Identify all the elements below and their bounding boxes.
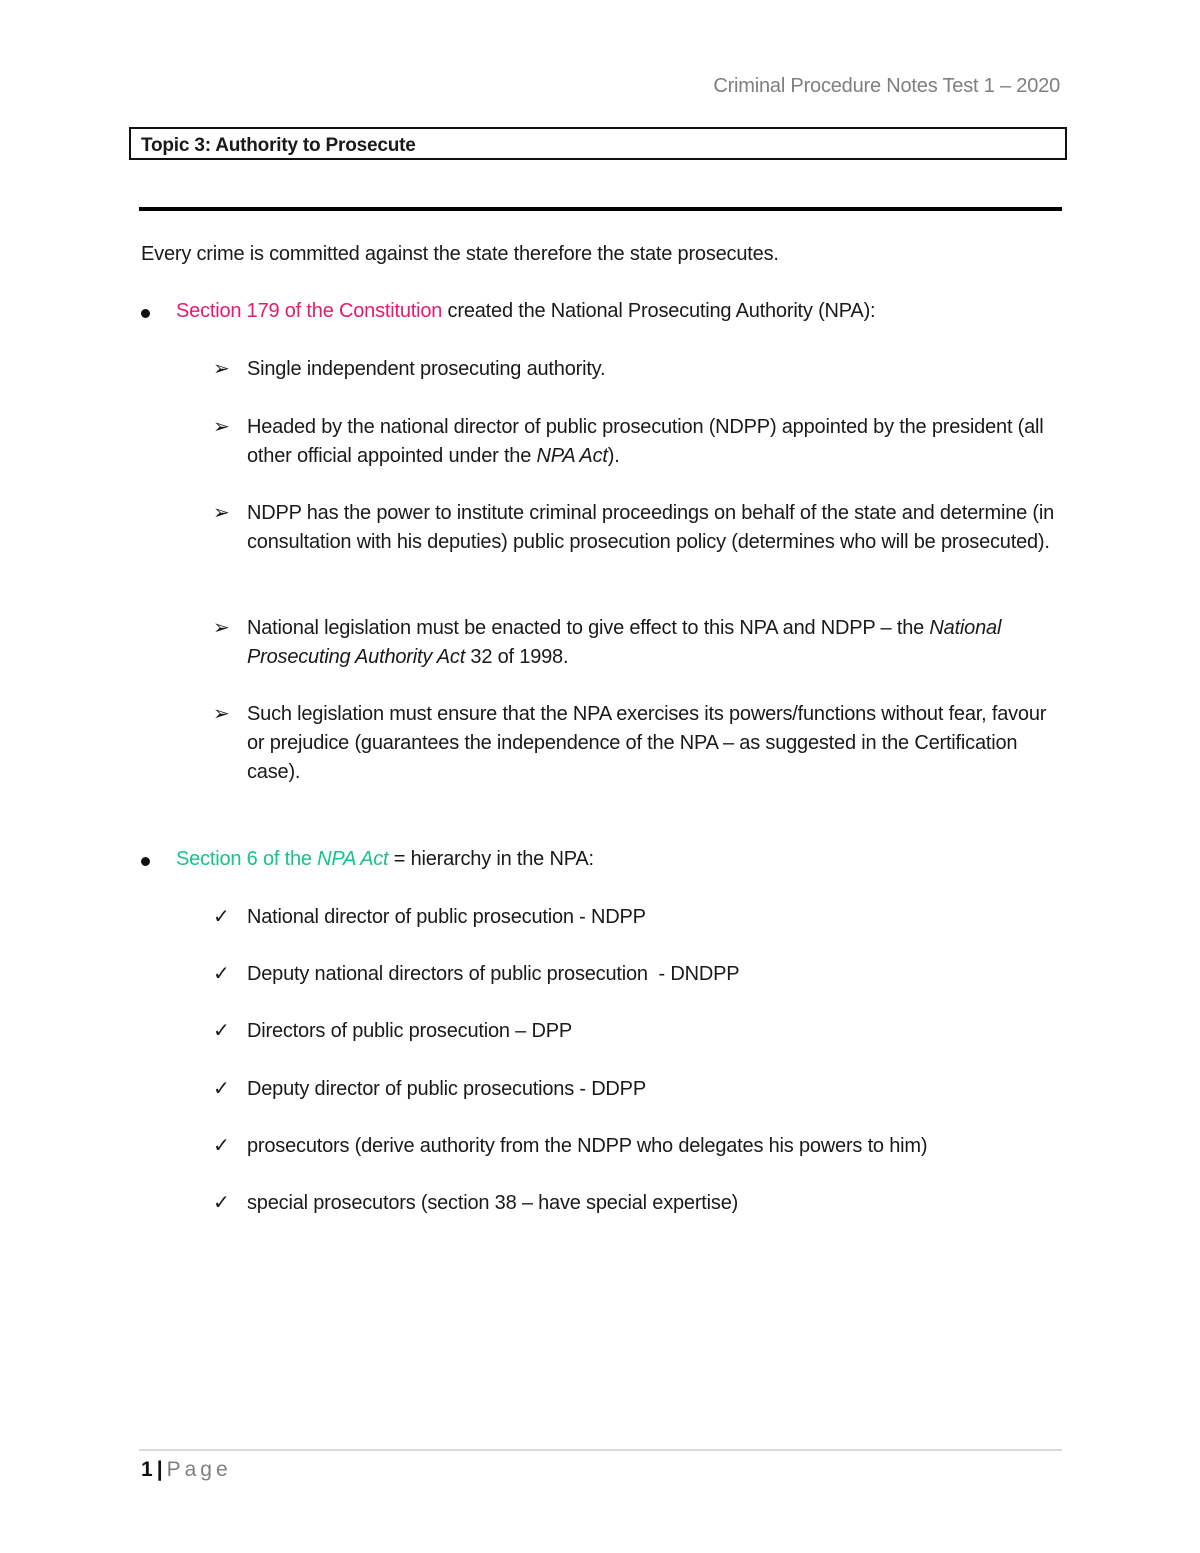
npa-list-item-text — [247, 614, 1067, 672]
npa-list-item-text: Such legislation must ensure that the NPA exercises its powers/functions without fear, favour or prejudice (guarantees the independence of the NPA – as suggested in the Certification case). — [247, 703, 1047, 783]
section-179-text — [176, 297, 875, 326]
section-179-highlight: Section 179 of the Constitution — [176, 300, 443, 322]
hierarchy-list-item-text: special prosecutors (section 38 – have special expertise) — [247, 1192, 739, 1214]
italic-run: NPA Act — [536, 445, 608, 467]
hierarchy-list-item-text: National director of public prosecution - NDPP — [247, 906, 646, 928]
checkmark-icon: ✓ — [213, 1135, 230, 1157]
npa-list-item-text: NDPP has the power to institute criminal proceedings on behalf of the state and determine (in consultation with his deputies) public prosecution policy (determines who will be prosecuted). — [247, 502, 1055, 553]
hierarchy-list-item-text: Deputy national directors of public prosecution - DNDPP — [247, 963, 740, 985]
npa-list-item-text: Single independent prosecuting authority. — [247, 358, 606, 380]
running-header: Criminal Procedure Notes Test 1 – 2020 — [713, 75, 1060, 97]
footer-separator: | — [156, 1458, 163, 1481]
text-run: National legislation must be enacted to give effect to this NPA and NDPP – the — [247, 617, 930, 639]
footer-rule — [139, 1449, 1062, 1451]
arrow-bullet-icon: ➢ — [213, 416, 230, 438]
checkmark-icon: ✓ — [213, 906, 230, 928]
section-6-highlight: Section 6 of the — [176, 848, 318, 870]
arrow-bullet-icon: ➢ — [213, 617, 230, 639]
text-run: ). — [607, 445, 620, 467]
hierarchy-list-item-text: Deputy director of public prosecutions - DDPP — [247, 1078, 646, 1100]
hierarchy-list-item-text: prosecutors (derive authority from the NDPP who delegates his powers to him) — [247, 1135, 928, 1157]
bullet-icon — [141, 857, 150, 866]
topic-heading: Topic 3: Authority to Prosecute — [129, 127, 1067, 160]
checkmark-icon: ✓ — [213, 963, 230, 985]
section-179-rest: created the National Prosecuting Authority (NPA): — [442, 300, 876, 322]
arrow-bullet-icon: ➢ — [213, 502, 230, 524]
section-6-text — [176, 845, 594, 874]
hierarchy-list-item-text: Directors of public prosecution – DPP — [247, 1020, 572, 1042]
italic-run: National Prosecuting Authority Act — [247, 617, 1002, 668]
horizontal-rule — [139, 207, 1062, 211]
checkmark-icon: ✓ — [213, 1192, 230, 1214]
page-label: Page — [166, 1458, 232, 1481]
page-number: 1 — [141, 1458, 153, 1481]
npa-list-item-text — [247, 413, 1067, 471]
bullet-icon — [141, 309, 150, 318]
text-run: Headed by the national director of public prosecution (NDPP) appointed by the president (all other official appointed under the — [247, 416, 1044, 467]
section-6-rest: = hierarchy in the NPA: — [388, 848, 594, 870]
section-6-highlight-italic: NPA Act — [317, 848, 389, 870]
page-footer — [141, 1456, 232, 1484]
text-run: 32 of 1998. — [465, 646, 569, 668]
arrow-bullet-icon: ➢ — [213, 358, 230, 380]
intro-paragraph: Every crime is committed against the state therefore the state prosecutes. — [141, 243, 779, 265]
checkmark-icon: ✓ — [213, 1020, 230, 1042]
checkmark-icon: ✓ — [213, 1078, 230, 1100]
arrow-bullet-icon: ➢ — [213, 703, 230, 725]
